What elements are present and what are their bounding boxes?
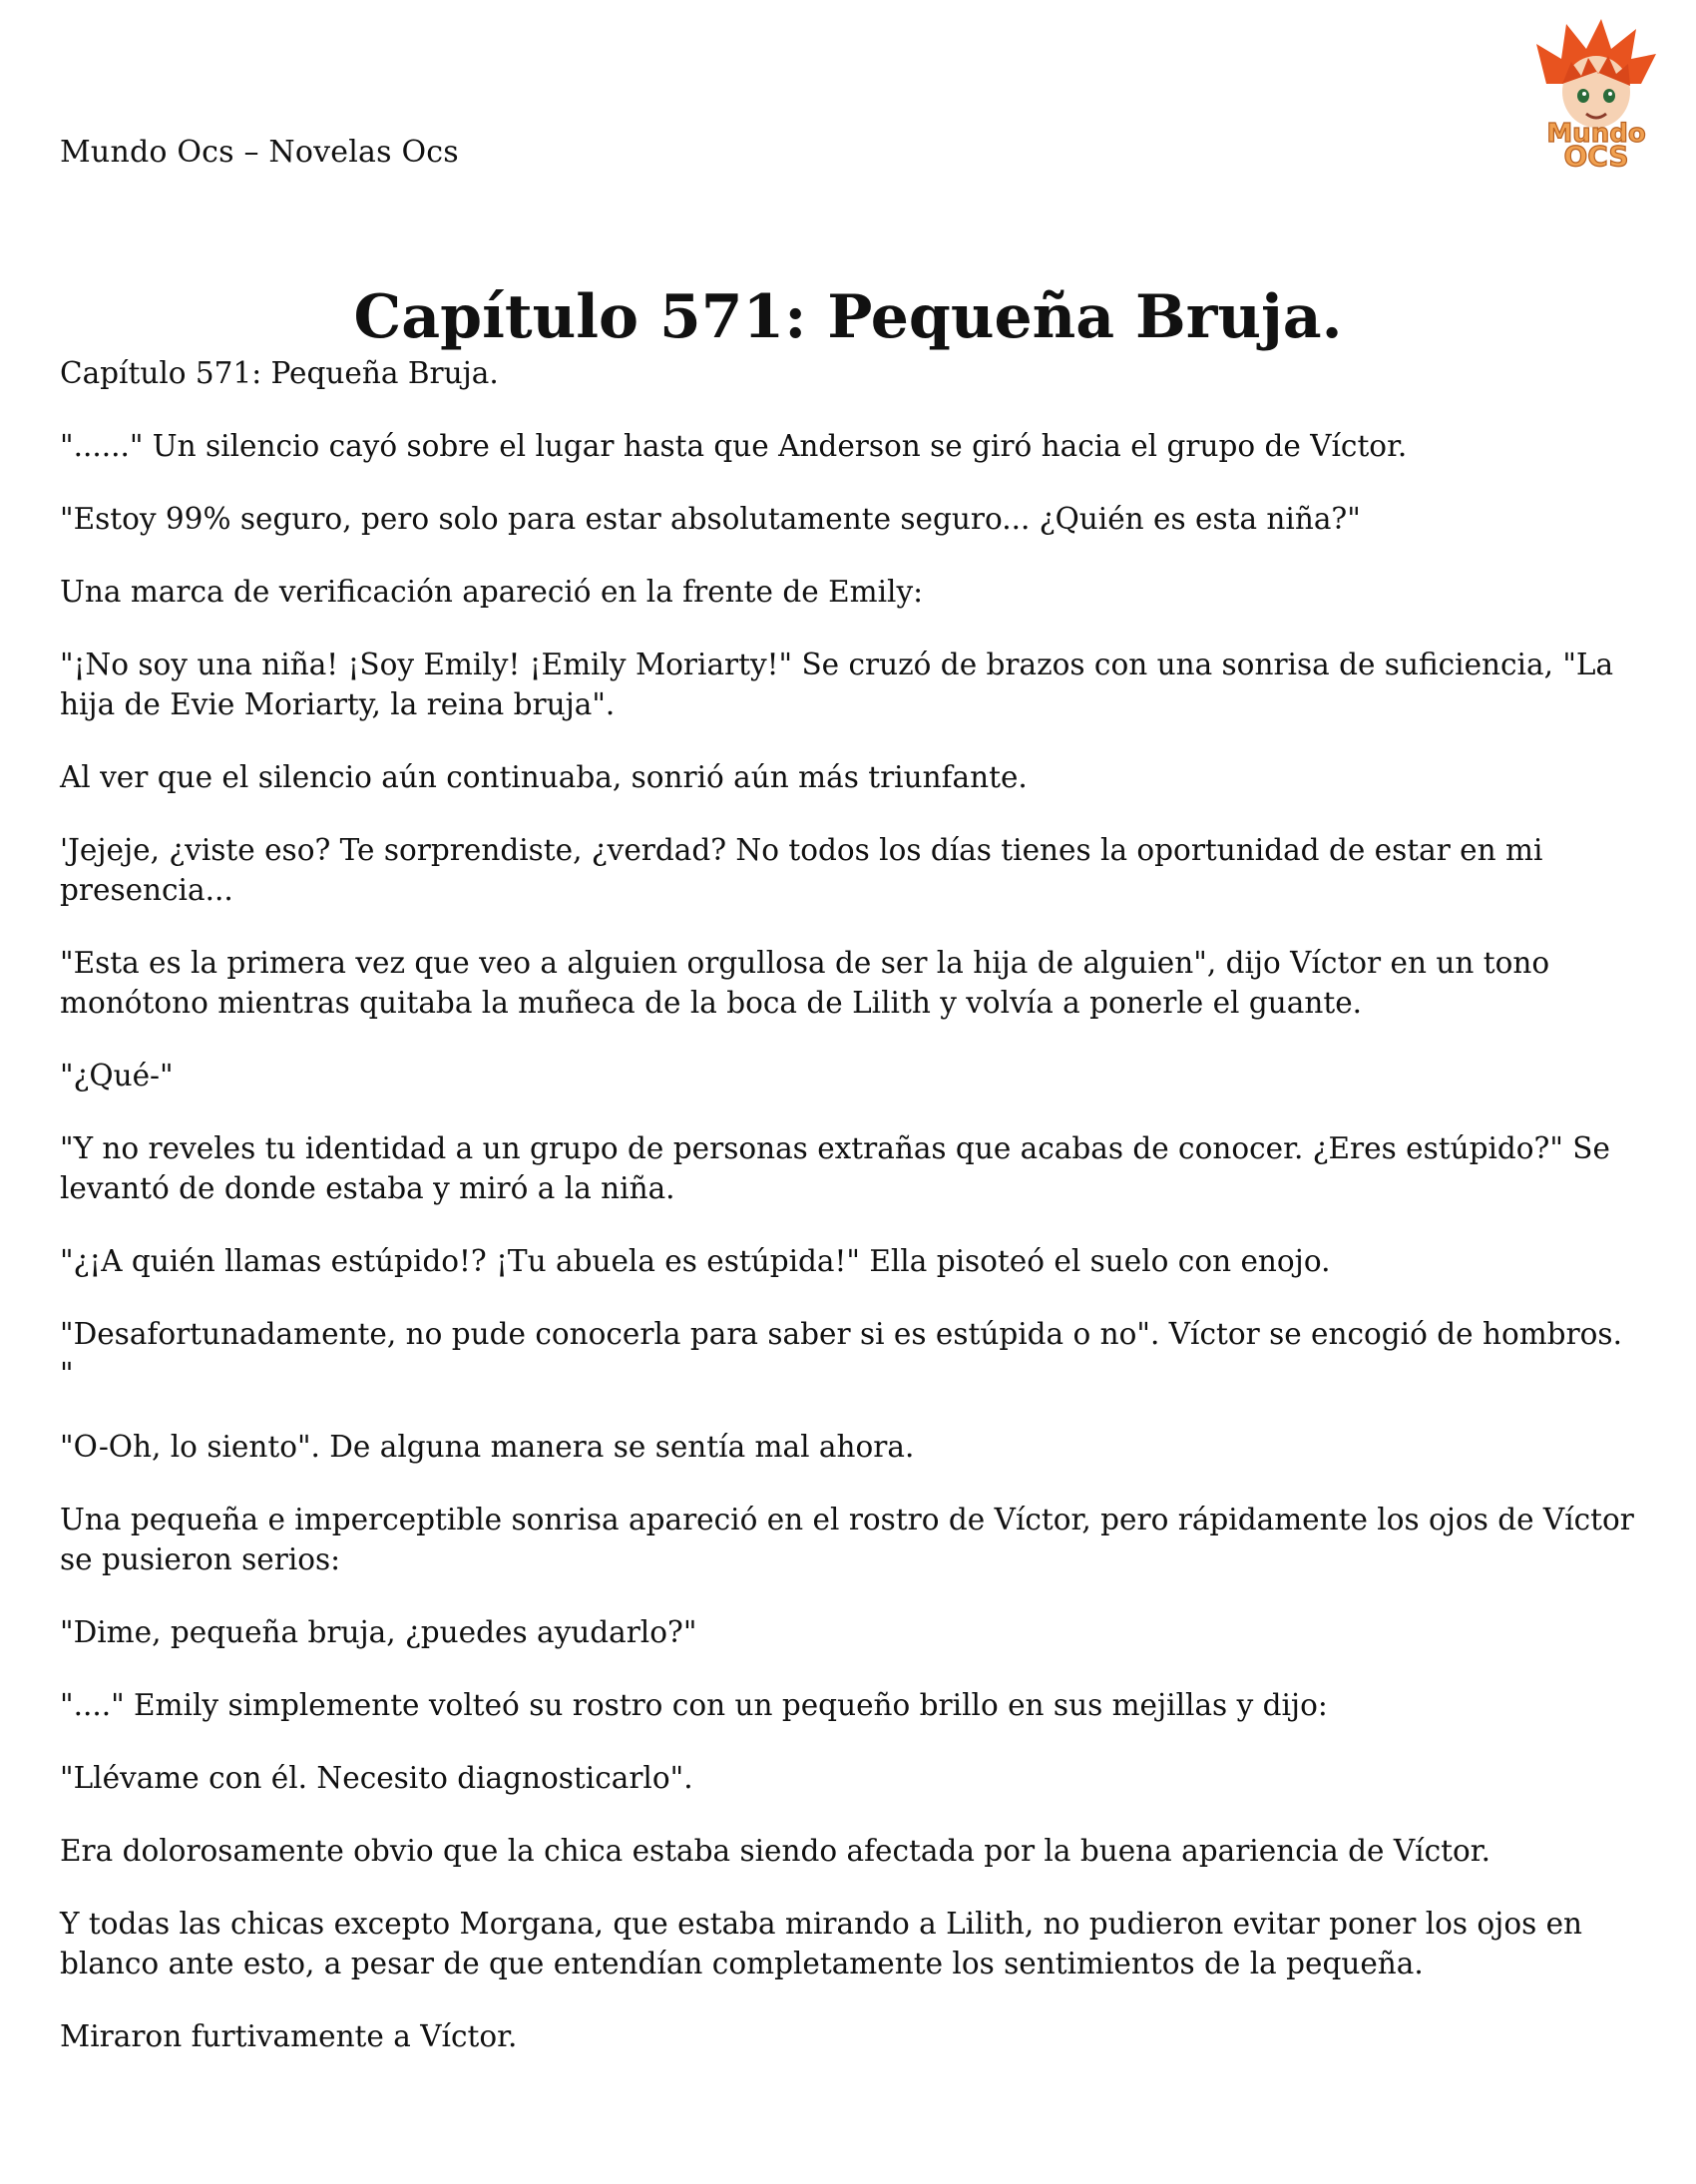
paragraph: Una pequeña e imperceptible sonrisa apareció en el rostro de Víctor, pero rápidamente los ojos de Víctor se pusieron serios: bbox=[60, 1503, 1634, 1576]
paragraph: "Esta es la primera vez que veo a alguien orgullosa de ser la hija de alguien", dijo Víctor en un tono monótono mientras quitaba la muñeca de la boca de Lilith y volvía a ponerle el guante. bbox=[60, 946, 1550, 1020]
mundo-ocs-logo bbox=[1516, 14, 1676, 174]
paragraph: "Dime, pequeña bruja, ¿puedes ayudarlo?" bbox=[60, 1615, 697, 1649]
paragraph: Era dolorosamente obvio que la chica estaba siendo afectada por la buena apariencia de Víctor. bbox=[60, 1834, 1490, 1868]
paragraph: "...." Emily simplemente volteó su rostro con un pequeño brillo en sus mejillas y dijo: bbox=[60, 1688, 1328, 1722]
paragraph: Una marca de verificación apareció en la frente de Emily: bbox=[60, 575, 924, 609]
paragraph: "......" Un silencio cayó sobre el lugar hasta que Anderson se giró hacia el grupo de Víctor. bbox=[60, 429, 1408, 463]
paragraph: "O-Oh, lo siento". De alguna manera se sentía mal ahora. bbox=[60, 1430, 915, 1464]
paragraph: "¿Qué-" bbox=[60, 1059, 174, 1092]
svg-text:OCS: OCS bbox=[1563, 140, 1629, 173]
site-header-label: Mundo Ocs – Novelas Ocs bbox=[60, 135, 459, 170]
paragraph: Capítulo 571: Pequeña Bruja. bbox=[60, 356, 499, 390]
paragraph: "Estoy 99% seguro, pero solo para estar absolutamente seguro... ¿Quién es esta niña?" bbox=[60, 502, 1361, 536]
paragraph: Miraron furtivamente a Víctor. bbox=[60, 2019, 518, 2053]
svg-text:Mundo: Mundo bbox=[1546, 119, 1646, 149]
paragraph: "Llévame con él. Necesito diagnosticarlo". bbox=[60, 1761, 693, 1795]
paragraph: "Desafortunadamente, no pude conocerla para saber si es estúpida o no". Víctor se encogió de hombros. " bbox=[60, 1317, 1622, 1391]
paragraph: "Y no reveles tu identidad a un grupo de personas extrañas que acabas de conocer. ¿Eres estúpido?" Se levantó de donde estaba y miró a la niña. bbox=[60, 1131, 1610, 1205]
paragraph: "¿¡A quién llamas estúpido!? ¡Tu abuela es estúpida!" Ella pisoteó el suelo con enojo. bbox=[60, 1244, 1331, 1278]
paragraph: Al ver que el silencio aún continuaba, sonrió aún más triunfante. bbox=[60, 760, 1028, 794]
paragraph: 'Jejeje, ¿viste eso? Te sorprendiste, ¿verdad? No todos los días tienes la oportunidad de estar en mi presencia... bbox=[60, 833, 1543, 907]
chapter-body bbox=[60, 353, 1636, 2089]
paragraph: "¡No soy una niña! ¡Soy Emily! ¡Emily Moriarty!" Se cruzó de brazos con una sonrisa de suficiencia, "La hija de Evie Moriarty, la reina bruja". bbox=[60, 648, 1614, 721]
paragraph: Y todas las chicas excepto Morgana, que estaba mirando a Lilith, no pudieron evitar poner los ojos en blanco ante esto, a pesar de que entendían completamente los sentimientos de la pequeña. bbox=[60, 1907, 1583, 1980]
logo-illustration-icon bbox=[1516, 14, 1676, 174]
chapter-title: Capítulo 571: Pequeña Bruja. bbox=[353, 282, 1343, 353]
